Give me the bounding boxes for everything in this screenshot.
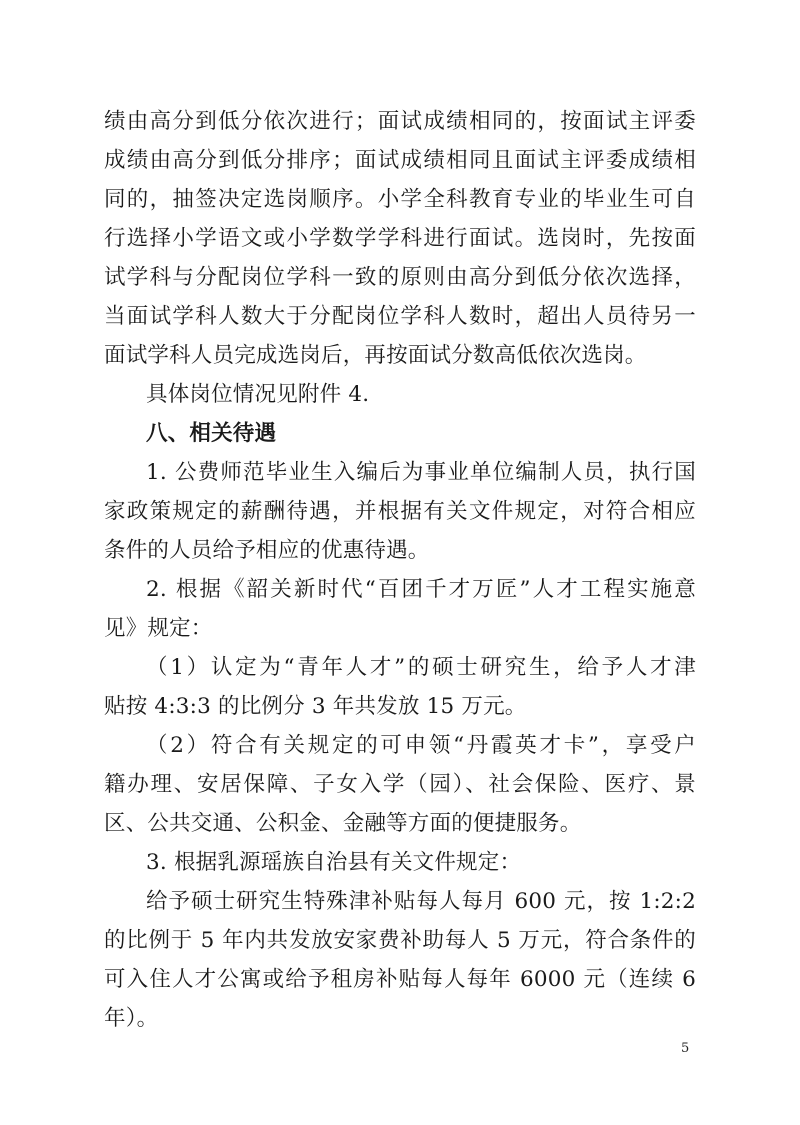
page-number: 5	[681, 1041, 690, 1056]
paragraph-line: 面试学科人员完成选岗后，再按面试分数高低依次选岗。	[104, 343, 647, 368]
paragraph-line: 贴按 4:3:3 的比例分 3 年共发放 15 万元。	[104, 694, 527, 719]
paragraph-line: 可入住人才公寓或给予租房补贴每人每年 6000 元（连续 6	[104, 967, 696, 992]
paragraph-line: 行选择小学语文或小学数学学科进行面试。选岗时，先按面	[104, 226, 696, 251]
paragraph-line: 年）。	[104, 1006, 159, 1031]
paragraph-line: 给予硕士研究生特殊津补贴每人每月 600 元，按 1:2:2	[146, 889, 696, 914]
paragraph-line: 当面试学科人数大于分配岗位学科人数时，超出人员待另一	[104, 304, 696, 329]
paragraph-line: 区、公共交通、公积金、金融等方面的便捷服务。	[104, 811, 582, 836]
paragraph-line: 同的，抽签决定选岗顺序。小学全科教育专业的毕业生可自	[104, 187, 696, 212]
paragraph-line: 籍办理、安居保障、子女入学（园）、社会保险、医疗、景	[104, 772, 696, 797]
paragraph-line: 具体岗位情况见附件 4.	[146, 382, 370, 407]
paragraph-line: 见》规定：	[104, 616, 213, 641]
section-heading: 八、相关待遇	[146, 421, 277, 446]
paragraph-line: （2）符合有关规定的可申领“丹霞英才卡”，享受户	[146, 733, 696, 758]
paragraph-line: 家政策规定的薪酬待遇，并根据有关文件规定，对符合相应	[104, 499, 696, 524]
paragraph-line: 的比例于 5 年内共发放安家费补助每人 5 万元，符合条件的	[104, 928, 696, 953]
paragraph-line: 条件的人员给予相应的优惠待遇。	[104, 538, 430, 563]
paragraph-line: 成绩由高分到低分排序；面试成绩相同且面试主评委成绩相	[104, 148, 696, 173]
paragraph-line: 3. 根据乳源瑶族自治县有关文件规定：	[146, 850, 522, 875]
paragraph-line: （1）认定为“青年人才”的硕士研究生，给予人才津	[146, 655, 696, 680]
paragraph-line: 2. 根据《韶关新时代“百团千才万匠”人才工程实施意	[146, 577, 696, 602]
paragraph-line: 试学科与分配岗位学科一致的原则由高分到低分依次选择，	[104, 265, 696, 290]
paragraph-line: 1. 公费师范毕业生入编后为事业单位编制人员，执行国	[146, 460, 696, 485]
paragraph-line: 绩由高分到低分依次进行；面试成绩相同的，按面试主评委	[104, 109, 696, 134]
